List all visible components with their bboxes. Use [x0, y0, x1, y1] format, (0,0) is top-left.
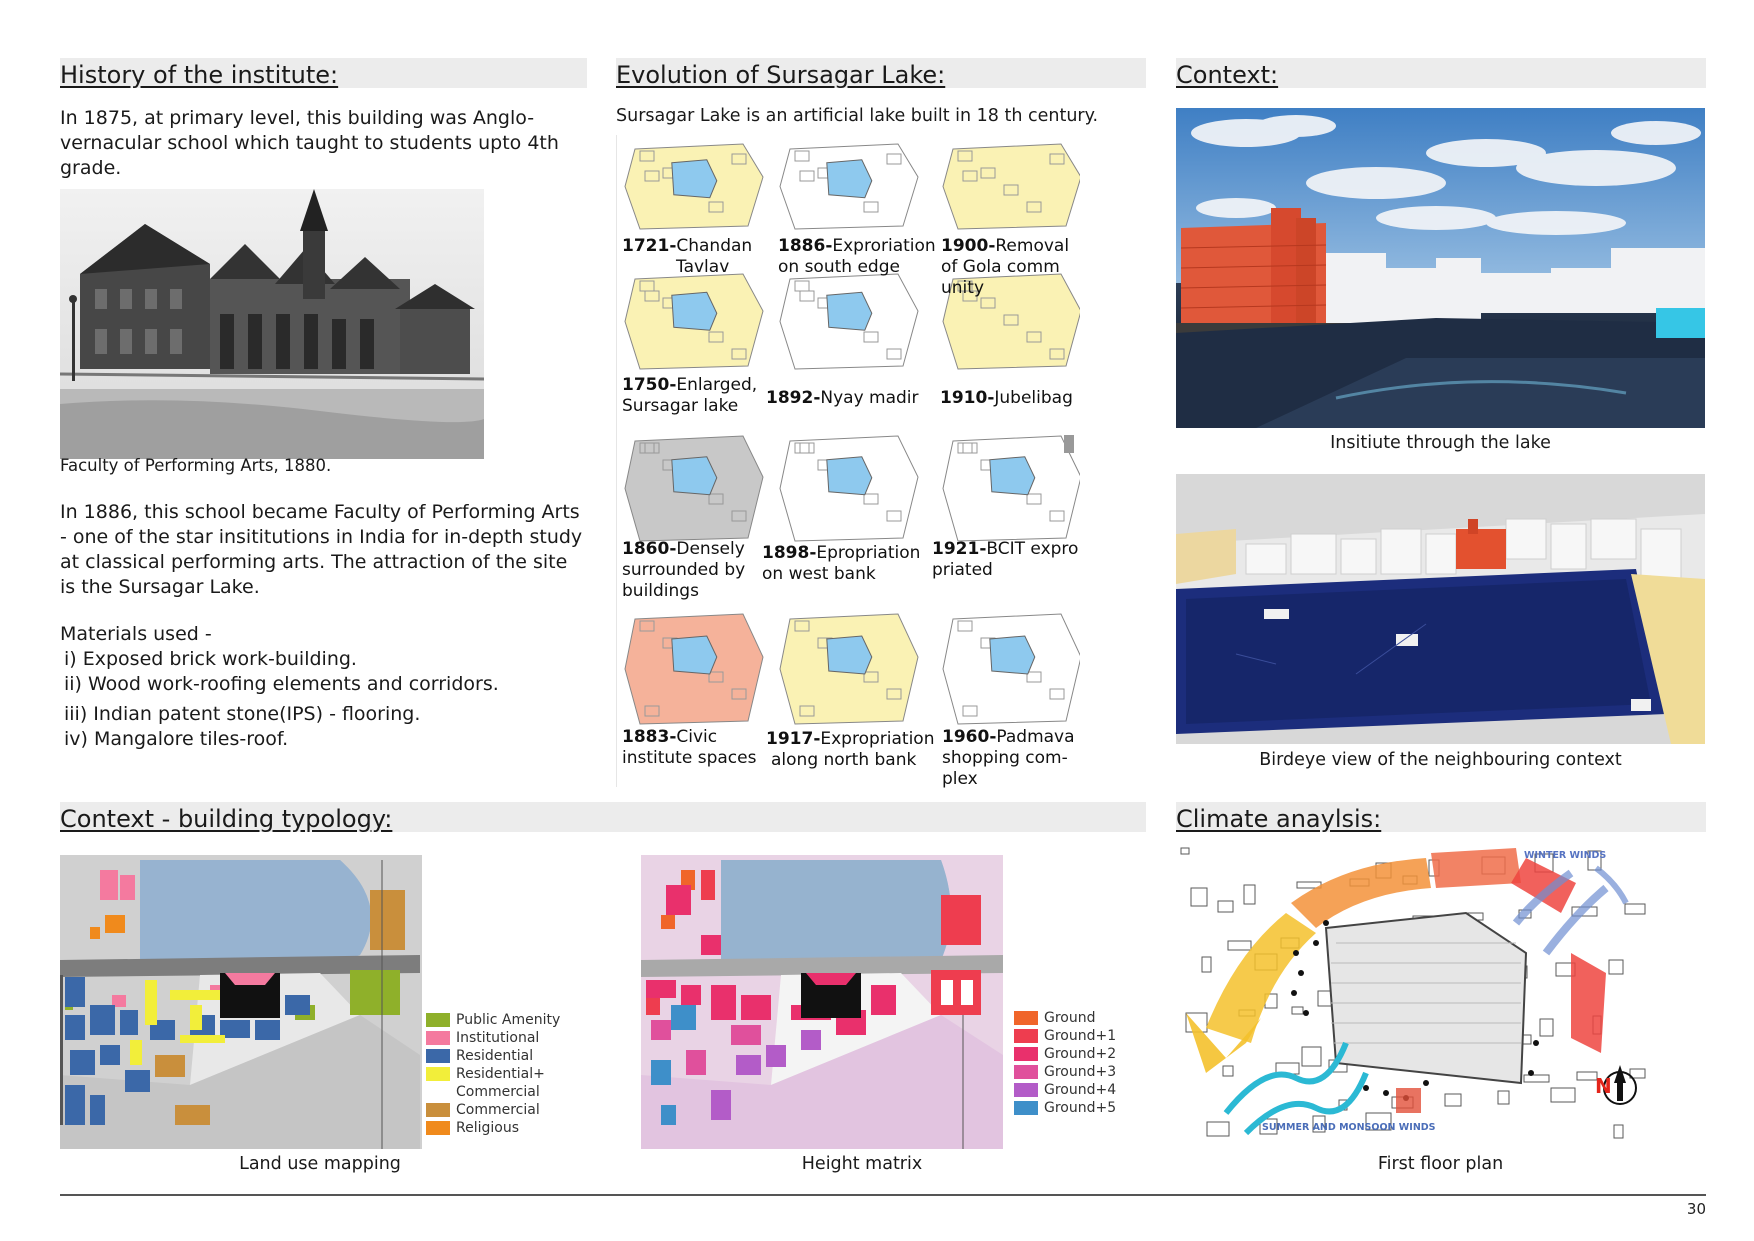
legend-ground-3: Ground+3 [1014, 1064, 1116, 1080]
legend-swatch [426, 1103, 450, 1117]
legend-residential: Residential [426, 1048, 533, 1064]
legend-residential-plus: Residential+ [426, 1066, 545, 1082]
legend-institutional: Institutional [426, 1030, 539, 1046]
evo-map-tile [943, 144, 1080, 229]
material-item: iii) Indian patent stone(IPS) - flooring. [64, 703, 421, 725]
history-heading: History of the institute: [60, 61, 339, 89]
history-heading-bar [60, 58, 587, 88]
height-matrix-map [641, 855, 1003, 1149]
evo-label-1898: 1898-Epropriation on west bank [762, 543, 921, 584]
caption-climate: First floor plan [1377, 1154, 1504, 1174]
evo-label-1921: 1921-BCIT expro priated [932, 539, 1079, 580]
evo-label-1960: 1960-Padmava shopping com- plex [942, 727, 1075, 789]
institute-photo [60, 189, 484, 459]
legend-swatch [1014, 1047, 1038, 1061]
evo-map-tile [780, 436, 918, 541]
evo-map-tile [625, 274, 763, 369]
evo-label-1892: 1892-Nyay madir [766, 388, 919, 408]
evo-map-tile [943, 614, 1080, 724]
winter-winds-label: WINTER WINDS [1524, 850, 1607, 861]
evolution-heading-bar [616, 58, 1146, 88]
legend-religious: Religious [426, 1120, 519, 1136]
legend-public-amenity: Public Amenity [426, 1012, 560, 1028]
history-para2: In 1886, this school became Faculty of Performing Arts - one of the star insititutions in India for in-depth study at classical performing arts. The attraction of the site is the Sursagar Lake. [60, 501, 583, 598]
context-heading-bar [1176, 58, 1706, 88]
typology-heading-bar [60, 802, 1146, 832]
material-item: iv) Mangalore tiles-roof. [64, 728, 289, 750]
legend-ground: Ground [1014, 1010, 1096, 1026]
materials-heading: Materials used - [60, 623, 212, 645]
evo-label-1883: 1883-Civic institute spaces [622, 727, 757, 768]
legend-ground-5: Ground+5 [1014, 1100, 1116, 1116]
evo-label-1886: 1886-Exproriation on south edge [778, 236, 936, 277]
legend-swatch [1014, 1011, 1038, 1025]
evo-label-1910: 1910-Jubelibag [940, 388, 1073, 408]
evolution-heading: Evolution of Sursagar Lake: [616, 61, 946, 89]
page-number: 30 [1686, 1200, 1706, 1218]
legend-swatch [1014, 1065, 1038, 1079]
legend-ground-1: Ground+1 [1014, 1028, 1116, 1044]
material-item: i) Exposed brick work-building. [64, 648, 357, 670]
evo-label-1917: 1917-Expropriation along north bank [766, 729, 935, 770]
evo-label-1721: 1721-Chandan Tavlav [622, 236, 753, 277]
legend-swatch [1014, 1101, 1038, 1115]
summer-winds-label: SUMMER AND MONSOON WINDS [1262, 1122, 1436, 1133]
context-caption-1: Insitiute through the lake [1330, 433, 1551, 453]
footer-rule [60, 1194, 1706, 1196]
evo-marker [1064, 435, 1074, 453]
north-label: N [1595, 1074, 1612, 1098]
typology-heading: Context - building typology: [60, 805, 393, 833]
photo-caption: Faculty of Performing Arts, 1880. [60, 456, 332, 475]
legend-residential-plus-cont: Commercial [456, 1084, 540, 1100]
climate-heading: Climate anaylsis: [1176, 805, 1382, 833]
climate-plan [1176, 843, 1650, 1143]
evo-label-1750: 1750-Enlarged, Sursagar lake [622, 375, 758, 416]
caption-land-use: Land use mapping [239, 1154, 401, 1174]
legend-swatch [1014, 1029, 1038, 1043]
evo-label-1860: 1860-Densely surrounded by buildings [622, 539, 746, 601]
evo-map-tile [780, 614, 918, 724]
birdeye-render [1176, 474, 1705, 744]
legend-swatch [426, 1121, 450, 1135]
evo-map-tile [780, 144, 918, 229]
evo-map-tile [625, 436, 763, 541]
legend-commercial: Commercial [426, 1102, 540, 1118]
caption-height-matrix: Height matrix [801, 1154, 923, 1174]
evo-map-tile [625, 144, 763, 229]
legend-ground-2: Ground+2 [1014, 1046, 1116, 1062]
legend-swatch [1014, 1083, 1038, 1097]
evo-map-tile [780, 274, 918, 369]
evo-map-tile [625, 614, 763, 724]
legend-swatch [426, 1067, 450, 1081]
evolution-intro: Sursagar Lake is an artificial lake built in 18 th century. [616, 106, 1099, 126]
evo-map-tile [943, 436, 1080, 541]
lake-render [1176, 108, 1705, 428]
context-heading: Context: [1176, 61, 1279, 89]
legend-swatch [426, 1013, 450, 1027]
climate-heading-bar [1176, 802, 1706, 832]
context-caption-2: Birdeye view of the neighbouring context [1259, 750, 1622, 770]
legend-swatch [426, 1031, 450, 1045]
legend-ground-4: Ground+4 [1014, 1082, 1116, 1098]
material-item: ii) Wood work-roofing elements and corridors. [64, 673, 499, 695]
evo-label-1900: 1900-Removal of Gola comm unity [941, 236, 1070, 298]
history-intro: In 1875, at primary level, this building was Anglo-vernacular school which taught to students upto 4th grade. [60, 107, 559, 179]
legend-swatch [426, 1049, 450, 1063]
land-use-map [60, 855, 422, 1149]
evolution-maps [616, 135, 1080, 787]
